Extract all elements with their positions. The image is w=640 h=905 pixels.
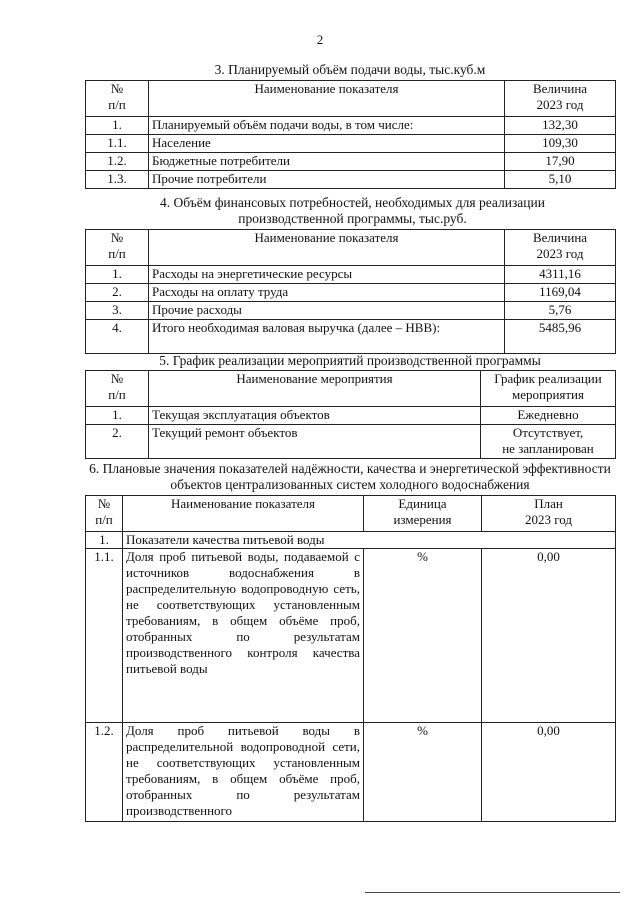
table-header-row [86, 230, 616, 266]
row-name: Население [149, 135, 505, 153]
row-name: Расходы на энергетические ресурсы [149, 266, 505, 284]
row-num: 4. [86, 320, 149, 354]
row-value: 5,10 [505, 171, 616, 189]
table-row [86, 407, 616, 425]
table-row [86, 153, 616, 171]
table-row [86, 549, 616, 723]
row-num: 1. [86, 407, 149, 425]
row-num: 3. [86, 302, 149, 320]
table-row [86, 425, 616, 459]
header-name: Наименование показателя [149, 81, 505, 117]
row-num: 1.2. [86, 723, 123, 822]
row-value: Отсутствует, не запланирован [481, 425, 616, 459]
row-value: 132,30 [505, 117, 616, 135]
financial-needs-table [85, 229, 616, 354]
row-name: Текущий ремонт объектов [149, 425, 481, 459]
row-value: 4311,16 [505, 266, 616, 284]
section-4-title: 4. Объём финансовых потребностей, необходимых для реализации производственной программы, тыс.руб. [160, 195, 545, 226]
table-row [86, 284, 616, 302]
group-name: Показатели качества питьевой воды [123, 532, 616, 549]
section-3-title: 3. Планируемый объём подачи воды, тыс.куб.м [214, 62, 486, 77]
header-num: № п/п [86, 81, 149, 117]
row-unit: % [364, 723, 482, 822]
row-value: 1169,04 [505, 284, 616, 302]
table-header-row [86, 81, 616, 117]
row-name: Итого необходимая валовая выручка (далее – НВВ): [149, 320, 505, 354]
row-unit: % [364, 549, 482, 723]
row-value: Ежедневно [481, 407, 616, 425]
row-value: 5485,96 [505, 320, 616, 354]
table-row [86, 320, 616, 354]
row-num: 1.2. [86, 153, 149, 171]
header-name: Наименование показателя [149, 230, 505, 266]
group-row [86, 532, 616, 549]
row-name: Прочие расходы [149, 302, 505, 320]
row-name: Планируемый объём подачи воды, в том числе: [149, 117, 505, 135]
group-num: 1. [86, 532, 123, 549]
header-unit: Единица измерения [364, 496, 482, 532]
header-name: Наименование мероприятия [149, 371, 481, 407]
header-plan: План 2023 год [482, 496, 616, 532]
water-supply-table [85, 80, 616, 189]
row-plan: 0,00 [482, 549, 616, 723]
table-row [86, 723, 616, 822]
table-row [86, 171, 616, 189]
row-name: Бюджетные потребители [149, 153, 505, 171]
row-num: 2. [86, 284, 149, 302]
row-name: Текущая эксплуатация объектов [149, 407, 481, 425]
table-row [86, 117, 616, 135]
schedule-table [85, 370, 616, 459]
row-plan: 0,00 [482, 723, 616, 822]
row-value: 17,90 [505, 153, 616, 171]
row-num: 1. [86, 117, 149, 135]
header-num: № п/п [86, 496, 123, 532]
header-value: График реализации мероприятия [481, 371, 616, 407]
header-name: Наименование показателя [123, 496, 364, 532]
row-num: 1.1. [86, 135, 149, 153]
section-6-title: 6. Плановые значения показателей надёжности, качества и энергетической эффективности объектов централизованных систем холодного водоснабжения [89, 461, 611, 492]
header-value: Величина 2023 год [505, 230, 616, 266]
footer-divider [365, 892, 620, 893]
row-value: 109,30 [505, 135, 616, 153]
row-num: 1.1. [86, 549, 123, 723]
row-name: Расходы на оплату труда [149, 284, 505, 302]
section-5-title: 5. График реализации мероприятий производственной программы [159, 353, 541, 368]
table-row [86, 266, 616, 284]
table-header-row [86, 371, 616, 407]
table-row [86, 302, 616, 320]
row-name: Прочие потребители [149, 171, 505, 189]
table-header-row [86, 496, 616, 532]
row-name: Доля проб питьевой воды, подаваемой с источников водоснабжения в распределительную водопроводную сеть, не соответствующих установленным требованиям, в общем объёме проб, отобранных по результатам производственного контроля качества питьевой воды [123, 549, 364, 723]
header-value: Величина 2023 год [505, 81, 616, 117]
row-name: Доля проб питьевой воды в распределительной водопроводной сети, не соответствующих установленным требованиям, в общем объёме проб, отобранных по результатам производственного [123, 723, 364, 822]
header-num: № п/п [86, 371, 149, 407]
row-value: 5,76 [505, 302, 616, 320]
row-num: 2. [86, 425, 149, 459]
table-row [86, 135, 616, 153]
row-num: 1.3. [86, 171, 149, 189]
header-num: № п/п [86, 230, 149, 266]
row-num: 1. [86, 266, 149, 284]
indicators-table [85, 495, 616, 822]
page-number: 2 [316, 32, 324, 47]
